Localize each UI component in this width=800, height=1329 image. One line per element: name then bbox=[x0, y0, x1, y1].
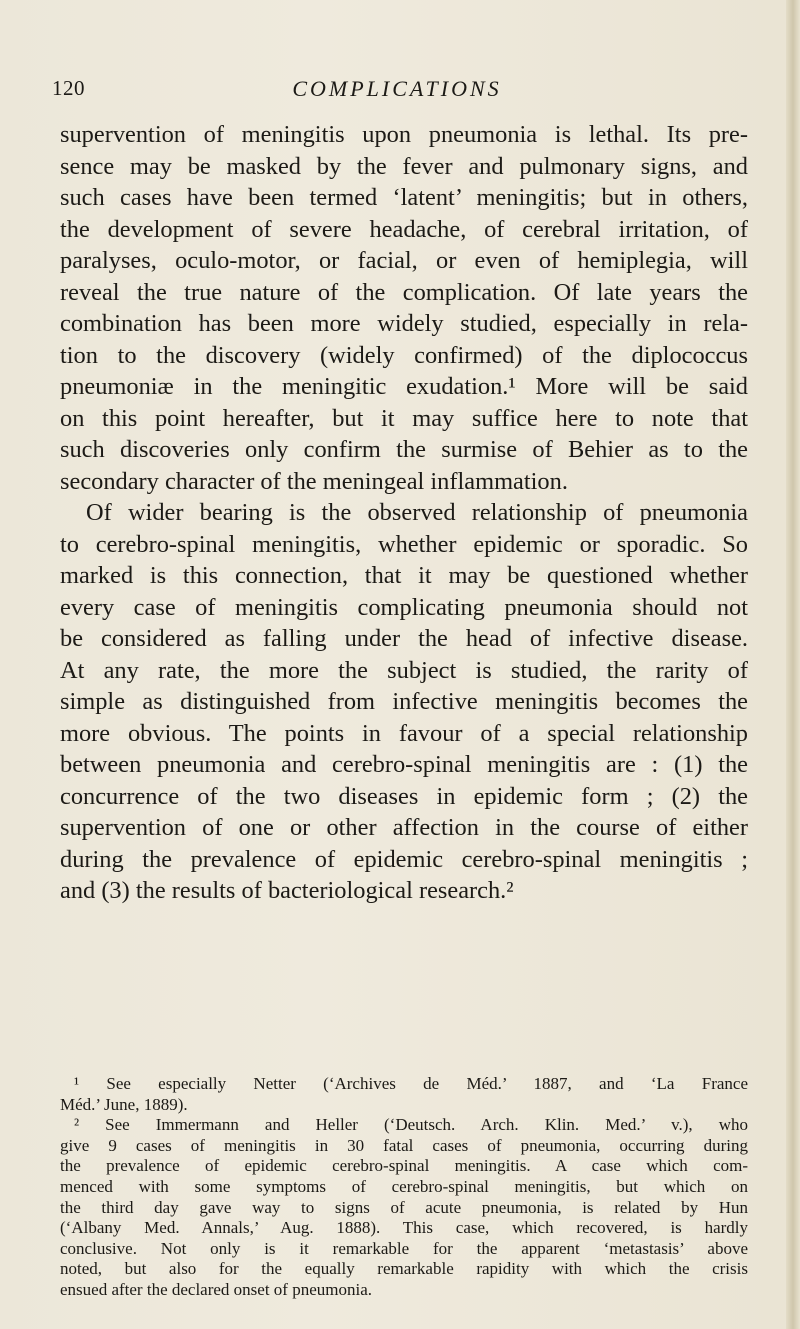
running-head: COMPLICATIONS bbox=[292, 76, 502, 101]
page-edge bbox=[786, 0, 800, 1329]
footnote-line: menced with some symptoms of cerebro-spinal meningitis, but which on bbox=[60, 1176, 748, 1196]
text-line: and (3) the results of bacteriological research.² bbox=[60, 877, 514, 904]
text-line: during the prevalence of epidemic cerebro-spinal meningitis ; bbox=[60, 845, 748, 873]
text-line: concurrence of the two diseases in epidemic form ; (2) the bbox=[60, 782, 748, 810]
text-line: Of wider bearing is the observed relationship of pneumonia bbox=[86, 499, 748, 526]
text-line: more obvious. The points in favour of a special relationship bbox=[60, 719, 748, 747]
text-line: secondary character of the meningeal inflammation. bbox=[60, 467, 568, 495]
text-line: be considered as falling under the head of infective disease. bbox=[60, 625, 748, 652]
text-line: such cases have been termed ‘latent’ meningitis; but in others, bbox=[60, 184, 748, 211]
text-line: on this point hereafter, but it may suffice here to note that bbox=[60, 404, 748, 432]
text-line: between pneumonia and cerebro-spinal meningitis are : (1) the bbox=[60, 751, 748, 778]
page-number: 120 bbox=[52, 76, 85, 100]
page-header bbox=[52, 76, 742, 110]
text-line: reveal the true nature of the complication. Of late years the bbox=[60, 278, 748, 306]
text-line: paralyses, oculo-motor, or facial, or even of hemiplegia, will bbox=[60, 247, 748, 274]
text-line: marked is this connection, that it may be questioned whether bbox=[60, 562, 748, 589]
text-line: At any rate, the more the subject is studied, the rarity of bbox=[60, 656, 748, 684]
text-line: every case of meningitis complicating pneumonia should not bbox=[60, 593, 748, 621]
footnote-line: conclusive. Not only is it remarkable for the apparent ‘metastasis’ above bbox=[60, 1238, 748, 1258]
text-line: supervention of one or other affection in the course of either bbox=[60, 814, 748, 841]
footnote-line: ensued after the declared onset of pneumonia. bbox=[60, 1279, 373, 1299]
footnote-line: noted, but also for the equally remarkable rapidity with which the crisis bbox=[60, 1259, 748, 1279]
body-text bbox=[60, 119, 748, 907]
footnote-line: (‘Albany Med. Annals,’ Aug. 1888). This case, which recovered, is hardly bbox=[60, 1218, 748, 1238]
text-line: such discoveries only confirm the surmise of Behier as to the bbox=[60, 436, 748, 463]
footnotes bbox=[60, 1074, 748, 1301]
text-line: tion to the discovery (widely confirmed) of the diplococcus bbox=[60, 341, 748, 369]
footnote-line: Méd.’ June, 1889). bbox=[60, 1094, 188, 1114]
footnote-line: the third day gave way to signs of acute pneumonia, is related by Hun bbox=[60, 1197, 748, 1217]
footnote-line: ¹ See especially Netter (‘Archives de Méd.’ 1887, and ‘La France bbox=[74, 1074, 748, 1093]
text-line: pneumoniæ in the meningitic exudation.¹ More will be said bbox=[60, 373, 748, 400]
footnote-line: the prevalence of epidemic cerebro-spinal meningitis. A case which com- bbox=[60, 1156, 748, 1176]
text-line: combination has been more widely studied, especially in rela- bbox=[60, 310, 748, 337]
text-line: supervention of meningitis upon pneumonia is lethal. Its pre- bbox=[60, 121, 748, 148]
text-line: to cerebro-spinal meningitis, whether epidemic or sporadic. So bbox=[60, 530, 748, 558]
text-line: the development of severe headache, of cerebral irritation, of bbox=[60, 215, 748, 243]
text-line: sence may be masked by the fever and pulmonary signs, and bbox=[60, 152, 748, 180]
text-line: simple as distinguished from infective meningitis becomes the bbox=[60, 688, 748, 715]
footnote-line: ² See Immermann and Heller (‘Deutsch. Arch. Klin. Med.’ v.), who bbox=[74, 1115, 748, 1135]
footnote-line: give 9 cases of meningitis in 30 fatal cases of pneumonia, occurring during bbox=[60, 1135, 748, 1155]
